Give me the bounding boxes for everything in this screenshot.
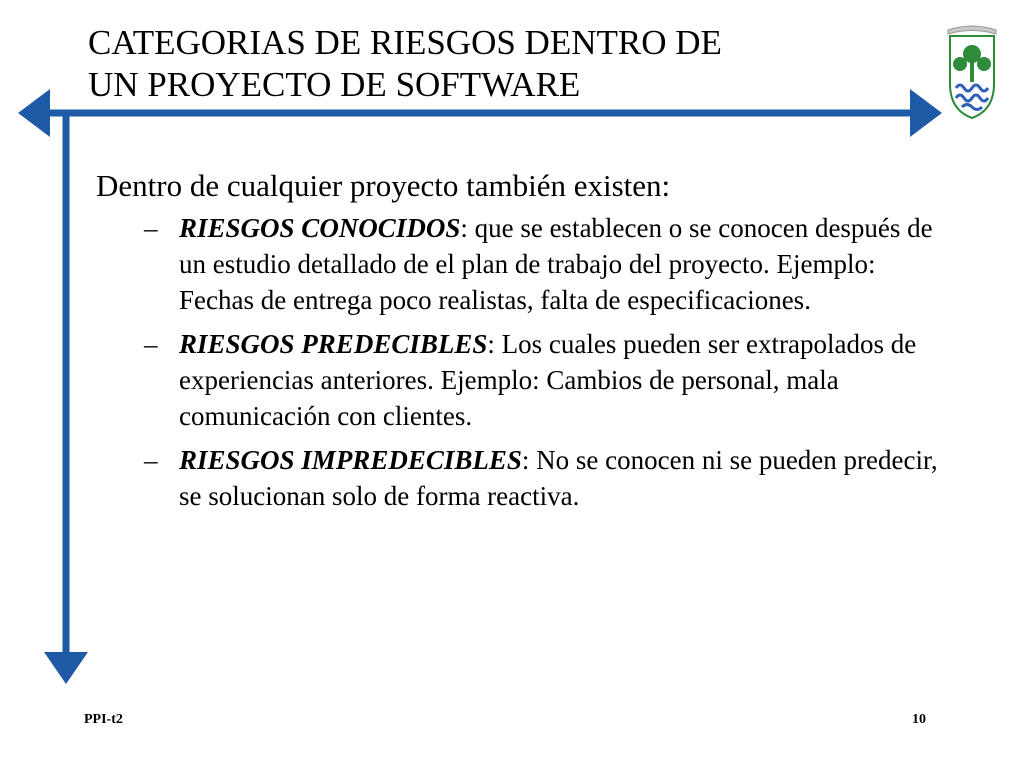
slide-title — [88, 22, 908, 106]
risk-name: RIESGOS CONOCIDOS — [179, 213, 461, 243]
title-line-1: CATEGORIAS DE RIESGOS DENTRO DE — [88, 23, 722, 62]
risk-list — [96, 210, 956, 514]
footer-course-code: PPI-t2 — [84, 712, 123, 727]
dash-bullet: – — [144, 213, 158, 243]
list-item-risk-unpredictable — [96, 442, 956, 514]
risk-description: : No se conocen ni se pueden predecir, se solucionan solo de forma reactiva. — [179, 445, 938, 511]
slide-body — [96, 166, 956, 522]
list-item-risk-predictable — [96, 326, 956, 434]
dash-bullet: – — [144, 445, 158, 475]
title-line-2: UN PROYECTO DE SOFTWARE — [88, 65, 581, 104]
intro-text: Dentro de cualquier proyecto también existen: — [96, 168, 671, 203]
risk-description: : que se establecen o se conocen después de un estudio detallado de el plan de trabajo del proyecto. Ejemplo: Fechas de entrega poco realistas, falta de especificaciones. — [179, 213, 933, 315]
list-item-risk-known — [96, 210, 956, 318]
risk-name: RIESGOS PREDECIBLES — [179, 329, 488, 359]
university-crest-icon — [944, 24, 1000, 120]
dash-bullet: – — [144, 329, 158, 359]
risk-description: : Los cuales pueden ser extrapolados de experiencias anteriores. Ejemplo: Cambios de personal, mala comunicación con clientes. — [179, 329, 917, 431]
risk-name: RIESGOS IMPREDECIBLES — [179, 445, 522, 475]
page-number: 10 — [912, 712, 926, 727]
